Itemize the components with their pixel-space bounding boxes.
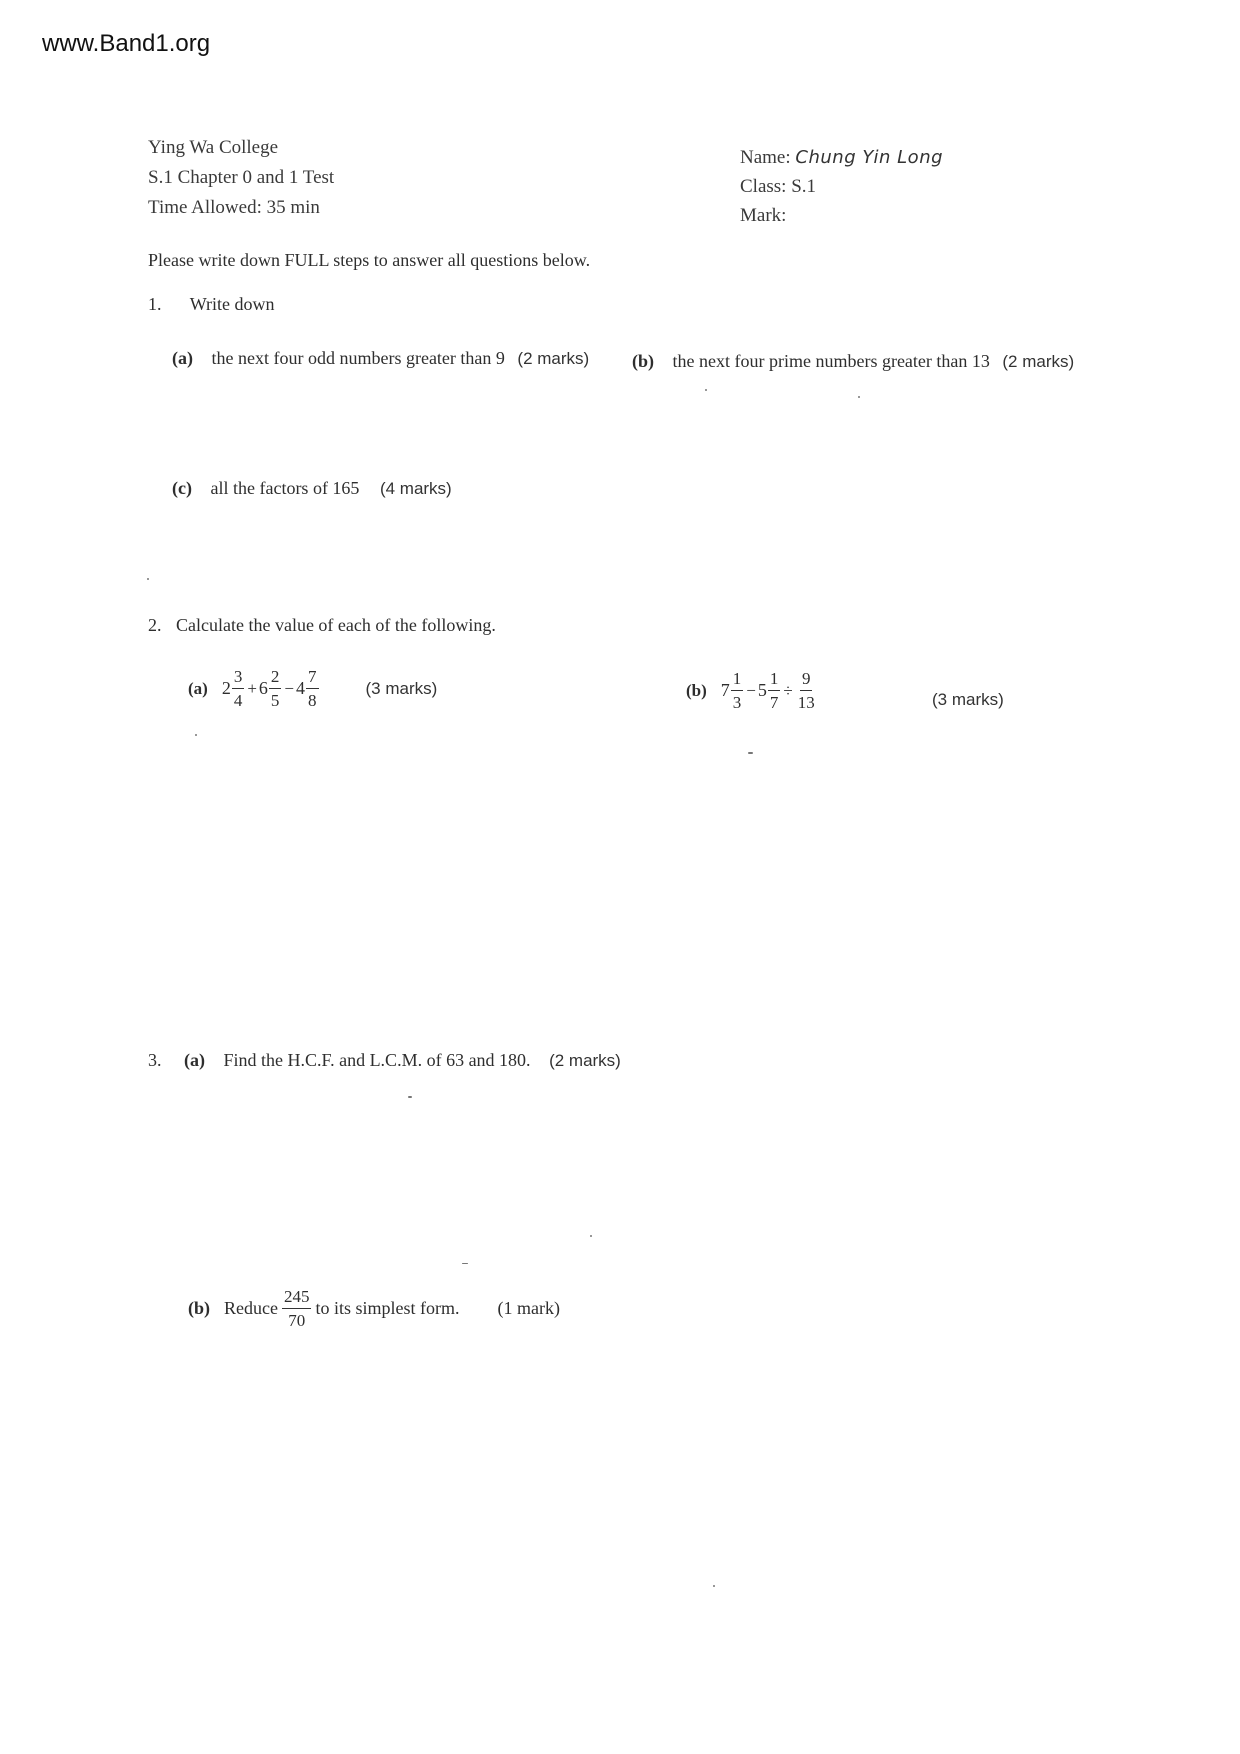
scan-speck [705, 389, 707, 391]
time-allowed: Time Allowed: 35 min [148, 197, 320, 218]
q2a-num-3: 7 [306, 668, 319, 689]
q1b-marks: (2 marks) [1002, 352, 1075, 371]
q2b-label: (b) [686, 680, 707, 700]
scan-speck [408, 1096, 412, 1098]
q1-number: 1. [148, 294, 162, 314]
class-line [740, 176, 816, 198]
q3a [148, 1050, 621, 1071]
q2b [686, 670, 818, 711]
q3b-num: 245 [282, 1288, 312, 1309]
q3b-prefix: Reduce [224, 1298, 278, 1318]
q3b-label: (b) [188, 1298, 210, 1318]
q2b-num-2: 1 [768, 670, 781, 691]
q2b-fraction-3 [796, 670, 817, 711]
q2a-num-1: 3 [232, 668, 245, 689]
school-name: Ying Wa College [148, 137, 279, 158]
q2a-whole-2: 6 [258, 678, 268, 698]
q2b-num-1: 1 [731, 670, 744, 691]
scan-speck [713, 1585, 715, 1587]
q1c [172, 478, 452, 499]
q2a-row [188, 668, 437, 709]
q1b [632, 351, 1074, 372]
q2a [188, 668, 437, 709]
scan-speck [147, 578, 149, 580]
q2b-den-3: 13 [797, 693, 815, 712]
q2a-fraction-1 [232, 668, 245, 709]
q2a-fraction-2 [269, 668, 282, 709]
q2b-fraction-2 [768, 670, 781, 711]
q2b-whole-2: 5 [757, 680, 767, 700]
q2a-marks: (3 marks) [365, 678, 438, 698]
mark-label: Mark: [740, 205, 787, 226]
name-value: Chung Yin Long [795, 147, 944, 168]
q2a-fraction-3 [306, 668, 319, 709]
scan-speck [462, 1263, 468, 1264]
q3b-marks: (1 mark) [497, 1298, 560, 1318]
q2a-whole-3: 4 [296, 678, 306, 698]
q3b-row [188, 1288, 560, 1329]
q2a-op-1: + [247, 678, 257, 698]
q1b-label: (b) [632, 351, 654, 371]
name-label: Name: [740, 147, 791, 168]
q1-title: Write down [189, 294, 275, 314]
q3-number: 3. [148, 1050, 162, 1070]
test-title: S.1 Chapter 0 and 1 Test [148, 167, 335, 188]
q1-heading [148, 294, 274, 315]
q2-heading [148, 615, 496, 636]
q2a-den-3: 8 [308, 691, 317, 710]
q2b-marks: (3 marks) [932, 690, 1004, 709]
q2a-den-2: 5 [270, 691, 280, 710]
q1a-text: the next four odd numbers greater than 9 [211, 348, 505, 368]
q3b-den: 70 [288, 1311, 306, 1330]
q1c-marks: (4 marks) [379, 479, 452, 498]
site-url: www.Band1.org [42, 30, 211, 57]
q3b-suffix: to its simplest form. [315, 1298, 460, 1318]
q2-title: Calculate the value of each of the following. [176, 615, 496, 635]
q1b-text: the next four prime numbers greater than 13 [672, 351, 990, 371]
q2b-num-3: 9 [800, 670, 813, 691]
class-value: S.1 [791, 176, 817, 197]
q2a-expression [222, 668, 320, 709]
q3a-text: Find the H.C.F. and L.C.M. of 63 and 180. [223, 1050, 531, 1070]
class-label: Class: [740, 176, 787, 197]
q2a-num-2: 2 [269, 668, 282, 689]
scan-speck [590, 1235, 592, 1237]
q2b-fraction-1 [731, 670, 744, 711]
q1c-label: (c) [172, 478, 192, 498]
q2a-whole-1: 2 [221, 678, 231, 698]
q2b-op-2: ÷ [783, 680, 793, 700]
q1c-text: all the factors of 165 [210, 478, 360, 498]
scan-speck [858, 396, 860, 398]
q2a-label: (a) [188, 678, 208, 698]
scan-speck [195, 734, 197, 736]
q2a-den-1: 4 [233, 691, 243, 710]
q2b-op-1: − [746, 680, 756, 700]
q1a-label: (a) [172, 348, 193, 368]
q3a-label: (a) [184, 1050, 205, 1070]
scan-speck [748, 752, 753, 754]
q2b-whole-1: 7 [720, 680, 730, 700]
q2b-den-2: 7 [769, 693, 779, 712]
q2b-den-1: 3 [732, 693, 742, 712]
q2a-op-2: − [284, 678, 295, 698]
instruction: Please write down FULL steps to answer all questions below. [148, 250, 591, 270]
q3b [188, 1288, 560, 1329]
q1a [172, 348, 589, 369]
q3a-marks: (2 marks) [549, 1051, 621, 1070]
q2b-expression [721, 670, 818, 711]
name-line [740, 147, 943, 169]
q2-number: 2. [148, 615, 162, 635]
q2b-row [686, 670, 818, 711]
q3b-fraction [282, 1288, 312, 1329]
q1a-marks: (2 marks) [517, 349, 590, 368]
